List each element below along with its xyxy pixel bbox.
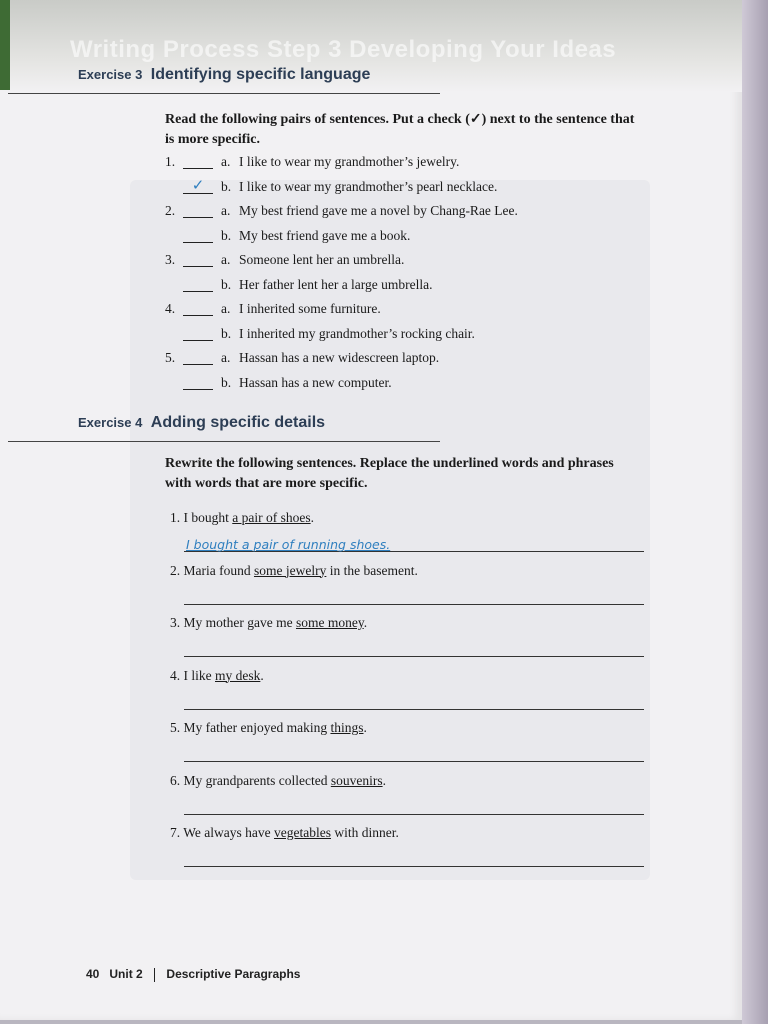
item-number: 1. (165, 154, 176, 169)
item-number: 5. (170, 720, 181, 735)
option-letter: a. (221, 203, 231, 218)
exercise-4-sentence (170, 825, 399, 841)
exercise-4-sentence (170, 615, 367, 631)
footer-separator (154, 968, 155, 982)
underlined-phrase: vegetables (274, 825, 331, 840)
item-number: 2. (170, 562, 181, 578)
ghost-header: Writing Process Step 3 Developing Your Ideas (70, 36, 617, 63)
check-blank[interactable]: ✓ (183, 177, 213, 194)
option-letter: a. (221, 350, 231, 365)
underlined-phrase: souvenirs (330, 772, 383, 788)
answer-line[interactable] (184, 743, 644, 762)
sentence-start: My grandparents collected (183, 772, 331, 788)
option-sentence: I like to wear my grandmother’s pearl necklace. (239, 178, 498, 194)
exercise-4-title: Adding specific details (150, 414, 326, 431)
check-blank[interactable] (183, 373, 213, 390)
item-number: 3. (170, 615, 181, 630)
exercise-3-instructions: Read the following pairs of sentences. Put a check (✓) next to the sentence that is more specific. (165, 112, 635, 147)
option-letter: b. (221, 178, 232, 194)
option-sentence: My best friend gave me a book. (239, 227, 411, 243)
sentence-start: We always have (183, 825, 275, 840)
underlined-phrase: my desk (215, 667, 261, 683)
option-letter: b. (221, 374, 232, 390)
option-letter: a. (221, 301, 231, 316)
item-number: 4. (170, 667, 181, 683)
check-blank[interactable] (183, 275, 213, 292)
item-number: 3. (165, 252, 176, 267)
answer-line[interactable] (184, 638, 644, 657)
sentence-end: in the basement. (326, 562, 418, 578)
exercise-4-sentence (170, 668, 264, 684)
page-footer (86, 967, 300, 982)
sentence-end: with dinner. (331, 825, 399, 840)
check-blank[interactable] (183, 250, 213, 267)
sentence-end: . (260, 667, 264, 683)
option-sentence: Her father lent her a large umbrella. (239, 276, 433, 292)
exercise-3-rule (8, 93, 440, 94)
handwritten-answer: I bought a pair of running shoes. (186, 537, 391, 552)
exercise-4-label: Exercise 4 (78, 415, 143, 430)
item-number: 4. (165, 301, 176, 316)
option-sentence: Hassan has a new computer. (239, 374, 392, 390)
check-blank[interactable] (183, 348, 213, 365)
item-number: 7. (170, 825, 181, 840)
option-sentence: I inherited some furniture. (239, 301, 381, 316)
sentence-start: My father enjoyed making (183, 720, 331, 735)
answer-line[interactable] (184, 586, 644, 605)
sentence-start: My mother gave me (183, 615, 296, 630)
option-sentence: Someone lent her an umbrella. (239, 252, 405, 267)
option-sentence: My best friend gave me a novel by Chang-Rae Lee. (239, 203, 518, 218)
exercise-3-title: Identifying specific language (150, 66, 371, 83)
exercise-4-instructions: Rewrite the following sentences. Replace the underlined words and phrases with words that are more specific. (165, 456, 614, 491)
option-letter: b. (221, 227, 232, 243)
check-blank[interactable] (183, 226, 213, 243)
item-number: 1. (170, 510, 181, 525)
item-number: 6. (170, 772, 181, 788)
section-label: Descriptive Paragraphs (166, 967, 301, 981)
item-number: 2. (165, 203, 176, 218)
check-blank[interactable] (183, 201, 213, 218)
underlined-phrase: some jewelry (253, 562, 327, 578)
exercise-4-heading (78, 414, 325, 432)
left-color-mark (0, 0, 10, 90)
underlined-phrase: things (330, 720, 364, 735)
answer-line[interactable] (184, 848, 644, 867)
sentence-end: . (382, 772, 386, 788)
exercise-4-sentence (170, 510, 314, 526)
unit-label: Unit 2 (109, 967, 143, 981)
exercise-4-rule (8, 441, 440, 442)
item-number: 5. (165, 350, 176, 365)
check-blank[interactable] (183, 324, 213, 341)
book-spine (742, 0, 768, 1024)
exercise-4-sentence (170, 720, 367, 736)
sentence-start: I bought (183, 510, 233, 525)
option-letter: a. (221, 154, 231, 169)
check-blank[interactable] (183, 299, 213, 316)
option-sentence: I like to wear my grandmother’s jewelry. (239, 154, 460, 169)
page-number: 40 (86, 967, 100, 981)
underlined-phrase: some money (295, 615, 364, 630)
sentence-end: . (363, 720, 367, 735)
answer-line[interactable] (184, 691, 644, 710)
option-sentence: I inherited my grandmother’s rocking chair. (239, 325, 475, 341)
exercise-4-sentence (170, 563, 418, 579)
option-sentence: Hassan has a new widescreen laptop. (239, 350, 440, 365)
sentence-end: . (363, 615, 368, 630)
option-letter: a. (221, 252, 231, 267)
exercise-3-heading (78, 66, 370, 84)
answer-line[interactable] (184, 796, 644, 815)
exercise-4-sentence (170, 773, 386, 789)
sentence-start: I like (183, 667, 215, 683)
underlined-phrase: a pair of shoes (232, 510, 311, 525)
option-letter: b. (221, 276, 232, 292)
sentence-start: Maria found (183, 562, 254, 578)
sentence-end: . (310, 510, 314, 525)
exercise-3-label: Exercise 3 (78, 67, 143, 82)
check-blank[interactable] (183, 152, 213, 169)
option-letter: b. (221, 325, 232, 341)
